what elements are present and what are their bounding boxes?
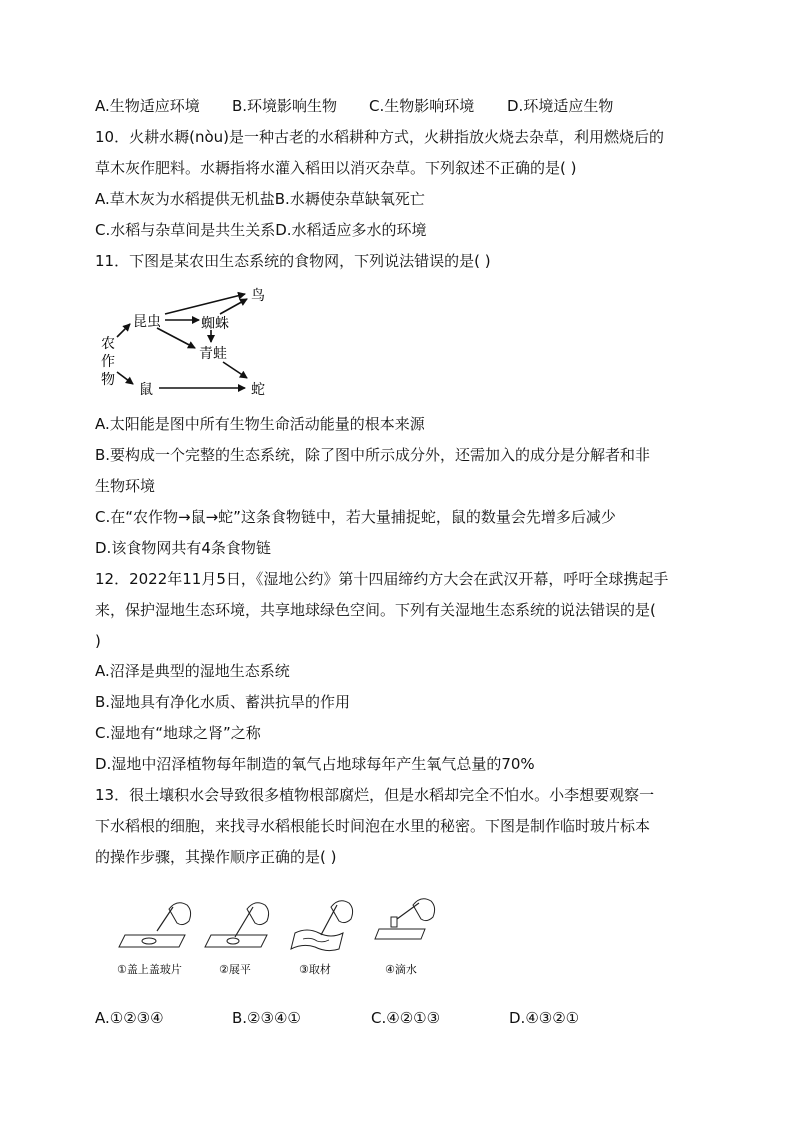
arrow-frog-to-snake: [223, 362, 247, 378]
q13-option-c: C.④②①③: [371, 1009, 441, 1027]
q10-stem-line-1: 10．火耕水耨(nòu)是一种古老的水稻耕种方式，火耕指放火烧去杂草，利用燃烧后的: [95, 128, 664, 146]
q10-option-cd: C.水稻与杂草间是共生关系D.水稻适应多水的环境: [95, 221, 427, 239]
q10-option-ab: A.草木灰为水稻提供无机盐B.水耨使杂草缺氧死亡: [95, 190, 425, 208]
q12-stem-line-1: 12．2022年11月5日，《湿地公约》第十四届缔约方大会在武汉开幕，呼吁全球携起手: [95, 570, 669, 588]
arrow-crop-to-mouse: [117, 372, 133, 384]
q13-option-a: A.①②③④: [95, 1009, 164, 1027]
q13-option-d: D.④③②①: [509, 1009, 580, 1027]
node-mouse: 鼠: [139, 382, 153, 398]
q12-stem-line-3: ): [95, 632, 101, 650]
arrow-crop-to-insect: [117, 324, 130, 337]
arrow-spider-to-bird: [220, 299, 247, 314]
node-snake: 蛇: [251, 382, 265, 398]
q10-stem-line-2: 草木灰作肥料。水耨指将水灌入稻田以消灭杂草。下列叙述不正确的是( ): [95, 159, 577, 177]
step-2-illustration: [205, 903, 269, 947]
q12-option-c: C.湿地有“地球之肾”之称: [95, 724, 261, 742]
node-frog: 青蛙: [199, 346, 227, 362]
q11-option-d: D.该食物网共有4条食物链: [95, 539, 271, 557]
step-1-illustration: [119, 903, 191, 947]
step-1-caption: ①盖上盖玻片: [117, 963, 182, 976]
food-web-diagram: [95, 282, 275, 402]
q12-option-b: B.湿地具有净化水质、蓄洪抗旱的作用: [95, 693, 351, 711]
q9-option-b: B.环境影响生物: [232, 97, 338, 115]
q9-options: [95, 96, 613, 116]
q11-option-b-line-1: B.要构成一个完整的生态系统，除了图中所示成分外，还需加入的成分是分解者和非: [95, 446, 651, 464]
q12-option-d: D.湿地中沼泽植物每年制造的氧气占地球每年产生氧气总量的70%: [95, 755, 535, 773]
step-4-caption: ④滴水: [385, 963, 417, 976]
q13-stem-line-3: 的操作步骤，其操作顺序正确的是( ): [95, 848, 337, 866]
q9-option-a: A.生物适应环境: [95, 97, 200, 115]
q9-option-d: D.环境适应生物: [507, 97, 614, 115]
arrow-insect-to-frog: [157, 328, 195, 348]
step-3-illustration: [291, 901, 353, 951]
q12-option-a: A.沼泽是典型的湿地生态系统: [95, 662, 290, 680]
q13-option-b: B.②③④①: [232, 1009, 301, 1027]
step-4-illustration: [375, 899, 435, 939]
q13-options: [95, 1008, 579, 1028]
q11-option-a: A.太阳能是图中所有生物生命活动能量的根本来源: [95, 415, 425, 433]
q9-option-c: C.生物影响环境: [369, 97, 475, 115]
step-2-caption: ②展平: [219, 963, 251, 976]
q12-stem-line-2: 来，保护湿地生态环境，共享地球绿色空间。下列有关湿地生态系统的说法错误的是(: [95, 601, 656, 619]
node-spider: 蜘蛛: [201, 316, 229, 332]
q13-stem-line-1: 13．很土壤积水会导致很多植物根部腐烂，但是水稻却完全不怕水。小李想要观察一: [95, 786, 655, 804]
node-crop-3: 物: [101, 372, 115, 388]
node-insect: 昆虫: [133, 314, 161, 330]
node-bird: 鸟: [251, 288, 265, 304]
q11-option-b-line-2: 生物环境: [95, 477, 156, 495]
step-3-caption: ③取材: [299, 963, 331, 976]
slide-prep-steps-figure: [115, 893, 465, 983]
node-crop-2: 作: [101, 354, 115, 370]
q13-stem-line-2: 下水稻根的细胞，来找寻水稻根能长时间泡在水里的秘密。下图是制作临时玻片标本: [95, 817, 651, 835]
node-crop-1: 农: [101, 336, 115, 352]
arrow-insect-to-bird: [165, 294, 245, 314]
q11-option-c: C.在“农作物→鼠→蛇”这条食物链中，若大量捕捉蛇，鼠的数量会先增多后减少: [95, 508, 616, 526]
q11-stem: 11．下图是某农田生态系统的食物网，下列说法错误的是( ): [95, 252, 491, 270]
